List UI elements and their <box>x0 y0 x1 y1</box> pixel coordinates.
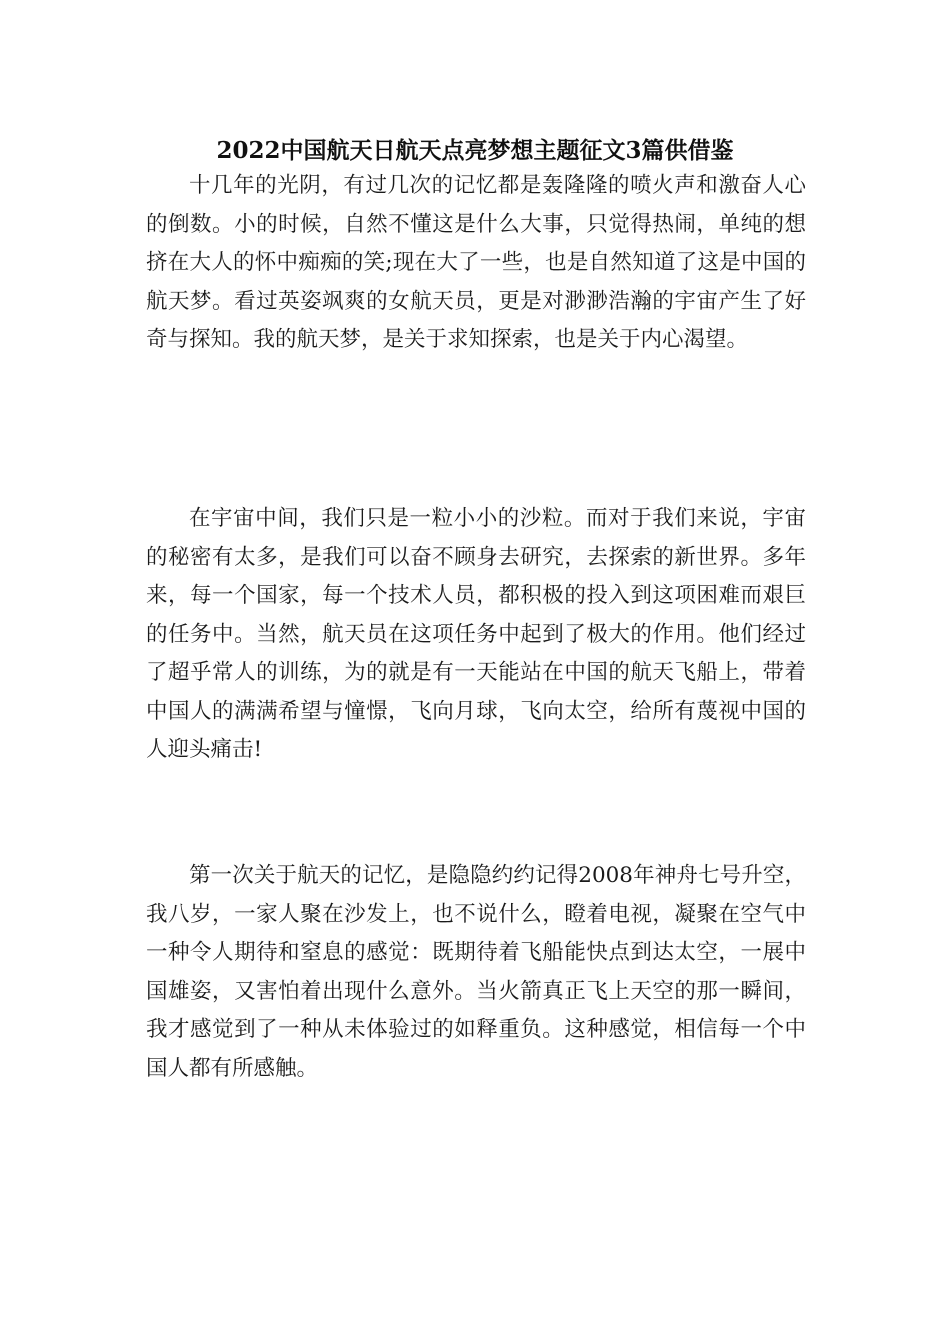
paragraph-3: 第一次关于航天的记忆，是隐隐约约记得2008年神舟七号升空，我八岁，一家人聚在沙发上，也不说什么，瞪着电视，凝聚在空气中一种令人期待和窒息的感觉：既期待着飞船能快点到达太空，一展中国雄姿，又害怕着出现什么意外。当火箭真正飞上天空的那一瞬间，我才感觉到了一种从未体验过的如释重负。这种感觉，相信每一个中国人都有所感触。 <box>146 863 806 1081</box>
paragraph-2: 在宇宙中间，我们只是一粒小小的沙粒。而对于我们来说，宇宙的秘密有太多，是我们可以奋不顾身去研究，去探索的新世界。多年来，每一个国家，每一个技术人员，都积极的投入到这项困难而艰巨的任务中。当然，航天员在这项任务中起到了极大的作用。他们经过了超乎常人的训练，为的就是有一天能站在中国的航天飞船上，带着中国人的满满希望与憧憬，飞向月球，飞向太空，给所有蔑视中国的人迎头痛击! <box>146 506 806 762</box>
paragraph-1: 十几年的光阴，有过几次的记忆都是轰隆隆的喷火声和激奋人心的倒数。小的时候，自然不懂这是什么大事，只觉得热闹，单纯的想挤在大人的怀中痴痴的笑;现在大了一些，也是自然知道了这是中国的航天梦。看过英姿飒爽的女航天员，更是对渺渺浩瀚的宇宙产生了好奇与探知。我的航天梦，是关于求知探索，也是关于内心渴望。 <box>146 173 806 352</box>
document-title: 2022中国航天日航天点亮梦想主题征文3篇供借鉴 <box>216 137 734 164</box>
